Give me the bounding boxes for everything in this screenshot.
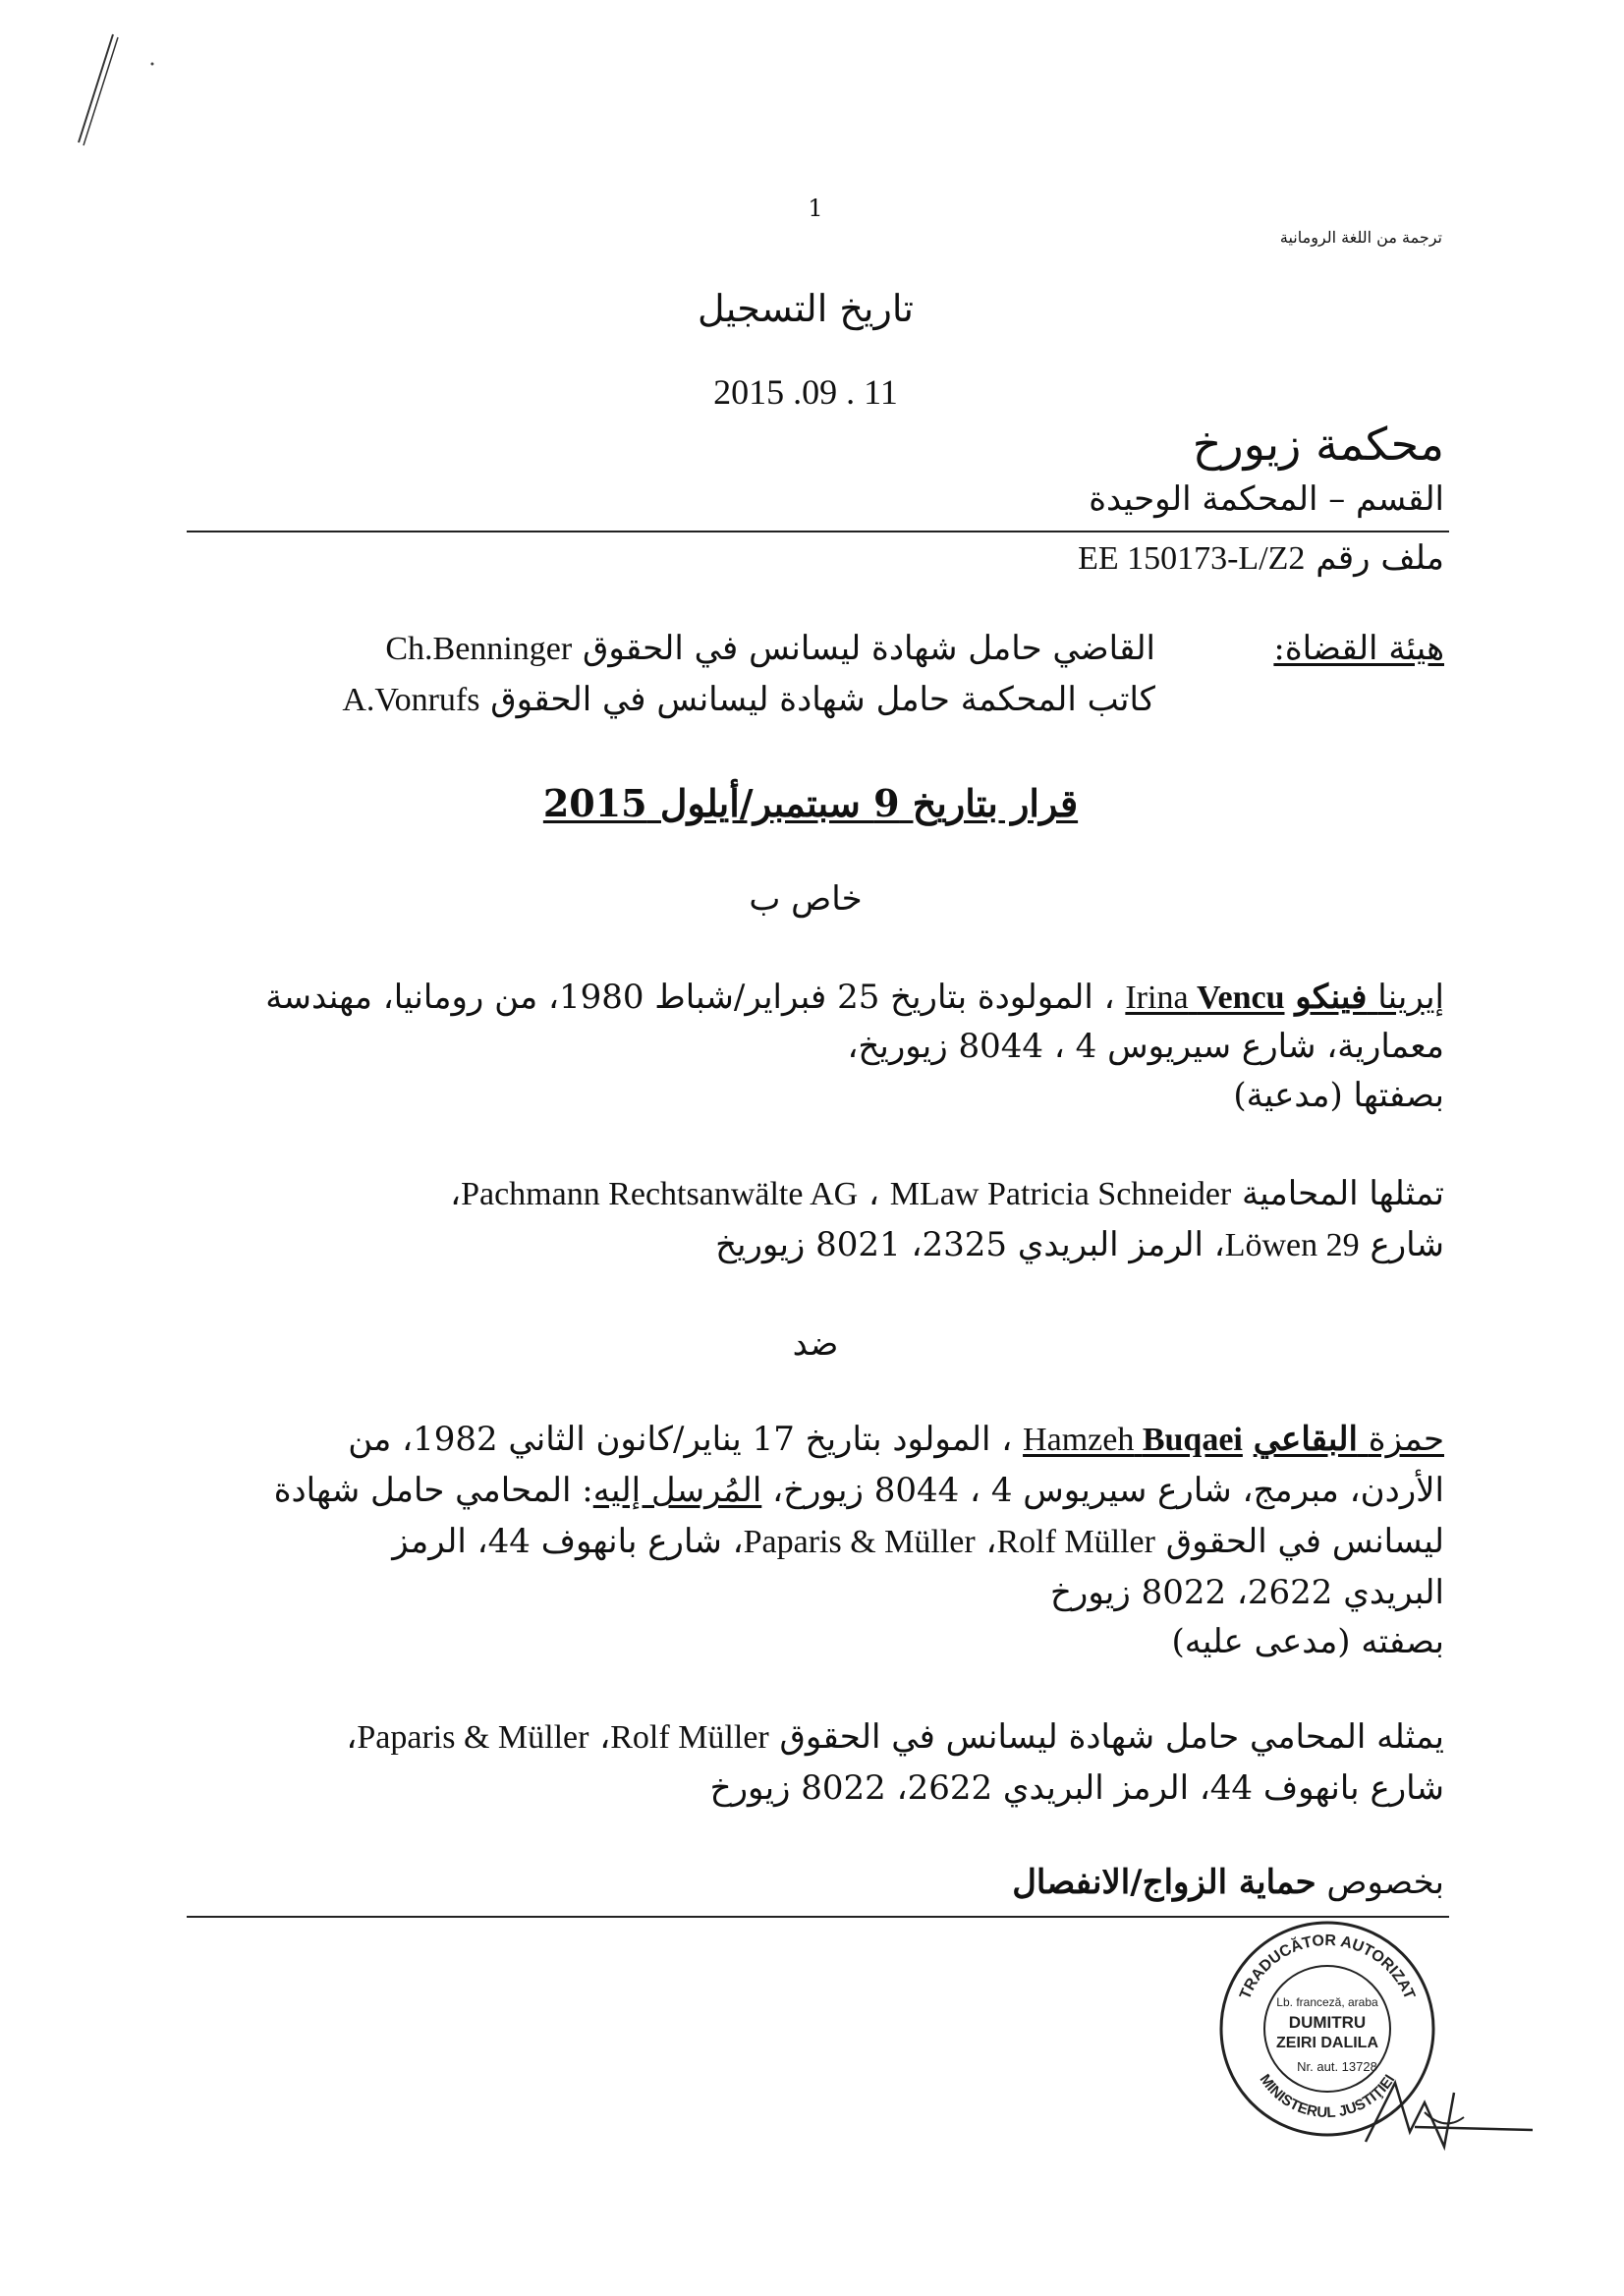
translation-note: ترجمة من اللغة الرومانية bbox=[1279, 228, 1442, 247]
stamp-name-2: ZEIRI DALILA bbox=[1276, 2035, 1378, 2051]
defendant-name-ar: حمزة البقاعي bbox=[1253, 1420, 1444, 1459]
signature bbox=[1356, 2073, 1542, 2161]
page-number: 1 bbox=[808, 195, 823, 222]
subject-prefix: بخصوص bbox=[1326, 1863, 1444, 1902]
judge-name: Ch.Benninger bbox=[385, 631, 573, 667]
plaintiff-name-ar: إيرينا فينكو bbox=[1295, 978, 1444, 1017]
pen-mark bbox=[59, 29, 157, 147]
plaintiff-role: بصفتها (مدعية) bbox=[1233, 1076, 1444, 1115]
plaintiff-line-1: إيرينا فينكو Irina Vencu ، المولودة بتاريخ 25 فبراير/شباط 1980، من رومانيا، مهندسة bbox=[265, 978, 1444, 1017]
concerning-label: خاص ب bbox=[749, 879, 863, 919]
subject-line bbox=[1012, 1863, 1444, 1902]
plaintiff-name-lat: Irina Vencu bbox=[1125, 980, 1285, 1016]
defendant-line-3: ليسانس في الحقوق Rolf Müller، Paparis & Müller، شارع بانهوف 44، الرمز bbox=[392, 1522, 1444, 1561]
defendant-rep-line-2: شارع بانهوف 44، الرمز البريدي 2622، 8022 زيورخ bbox=[709, 1768, 1444, 1808]
stamp-langs: Lb. franceză, araba bbox=[1276, 1995, 1378, 2009]
judge-line bbox=[385, 629, 1155, 668]
clerk-title: كاتب المحكمة حامل شهادة ليسانس في الحقوق bbox=[490, 680, 1155, 719]
subject-topic: حماية الزواج/الانفصال bbox=[1012, 1863, 1316, 1902]
defendant-name-lat: Hamzeh Buqaei bbox=[1023, 1422, 1243, 1458]
registration-date: 2015 .09 . 11 bbox=[713, 372, 898, 412]
defendant-role: بصفته (مدعى عليه) bbox=[1171, 1622, 1444, 1661]
stamp-top-arc: TRADUCĂTOR AUTORIZAT bbox=[1237, 1932, 1418, 2002]
plaintiff-line-2: معمارية، شارع سيريوس 4 ، 8044 زيوريخ، bbox=[847, 1027, 1444, 1066]
defendant-rep-line-1: يمثله المحامي حامل شهادة ليسانس في الحقوق Rolf Müller، Paparis & Müller، bbox=[346, 1717, 1444, 1757]
versus-label: ضد bbox=[792, 1324, 839, 1364]
file-number: EE 150173-L/Z2 bbox=[1078, 540, 1306, 577]
stamp-auth-no: Nr. aut. 13728 bbox=[1297, 2059, 1377, 2074]
plaintiff-rep-line-2: شارع Löwen 29، الرمز البريدي 2325، 8021 زيوريخ bbox=[715, 1225, 1444, 1264]
court-name: محكمة زيورخ bbox=[1192, 418, 1444, 471]
file-label: ملف رقم bbox=[1316, 538, 1444, 578]
decision-title: قرار بتاريخ 9 سبتمبر/أيلول 2015 bbox=[542, 781, 1079, 825]
stamp-name-1: DUMITRU bbox=[1288, 2013, 1367, 2032]
defendant-line-4: البريدي 2622، 8022 زيورخ bbox=[1049, 1573, 1444, 1612]
header-rule bbox=[187, 531, 1449, 532]
defendant-line-2: الأردن، مبرمج، شارع سيريوس 4 ، 8044 زيورخ، المُرسل إليه: المحامي حامل شهادة bbox=[273, 1471, 1444, 1510]
clerk-name: A.Vonrufs bbox=[342, 682, 480, 718]
panel-label: هيئة القضاة: bbox=[1273, 629, 1444, 668]
stamp-bottom-arc: MINISTERUL JUSTIŢIEI bbox=[1256, 2071, 1399, 2122]
defendant-line-1: حمزة البقاعي Hamzeh Buqaei ، المولود بتاريخ 17 يناير/كانون الثاني 1982، من bbox=[348, 1420, 1444, 1459]
file-number-line bbox=[756, 538, 1444, 578]
clerk-line bbox=[342, 680, 1155, 719]
registration-label: تاريخ التسجيل bbox=[698, 287, 914, 330]
court-section: القسم – المحكمة الوحيدة bbox=[1089, 479, 1444, 519]
judge-title: القاضي حامل شهادة ليسانس في الحقوق bbox=[582, 629, 1155, 668]
plaintiff-rep-line-1: تمثلها المحامية MLaw Patricia Schneider ، Pachmann Rechtsanwälte AG، bbox=[450, 1174, 1444, 1213]
